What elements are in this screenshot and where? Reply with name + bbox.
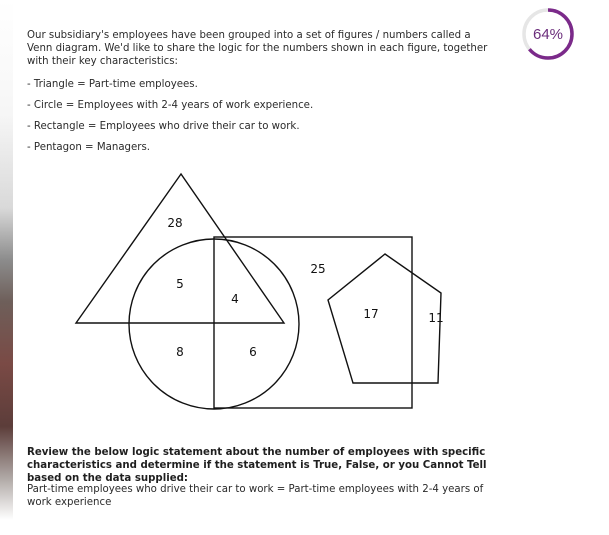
venn-triangle-circle-rectangle: 4 [231, 292, 239, 306]
venn-circle-only: 8 [176, 345, 184, 359]
instruction-text: Review the below logic statement about the number of employees with specific characteristics and determine if the statement is True, False, or you Cannot Tell based on the data supplied: [27, 447, 487, 484]
venn-triangle-only: 28 [167, 216, 183, 230]
venn-triangle-circle: 5 [176, 277, 184, 291]
venn-pentagon-only: 11 [428, 311, 444, 325]
venn-rectangle-only: 25 [310, 262, 326, 276]
legend-circle: - Circle = Employees with 2-4 years of work experience. [27, 100, 314, 111]
progress-label: 64% [532, 25, 564, 43]
intro-text: Our subsidiary's employees have been grouped into a set of figures / numbers called a Venn diagram. We'd like to share the logic for the numbers shown in each figure, together with their key characteristics: [27, 30, 488, 67]
pentagon-shape [328, 254, 444, 383]
legend-pentagon: - Pentagon = Managers. [27, 142, 151, 153]
venn-circle-rectangle: 6 [249, 345, 257, 359]
legend-rectangle: - Rectangle = Employees who drive their car to work. [27, 121, 300, 132]
venn-rectangle-pentagon: 17 [363, 307, 379, 321]
logic-statement: Part-time employees who drive their car to work = Part-time employees with 2-4 years of work experience [27, 484, 484, 508]
legend-triangle: - Triangle = Part-time employees. [27, 79, 198, 90]
